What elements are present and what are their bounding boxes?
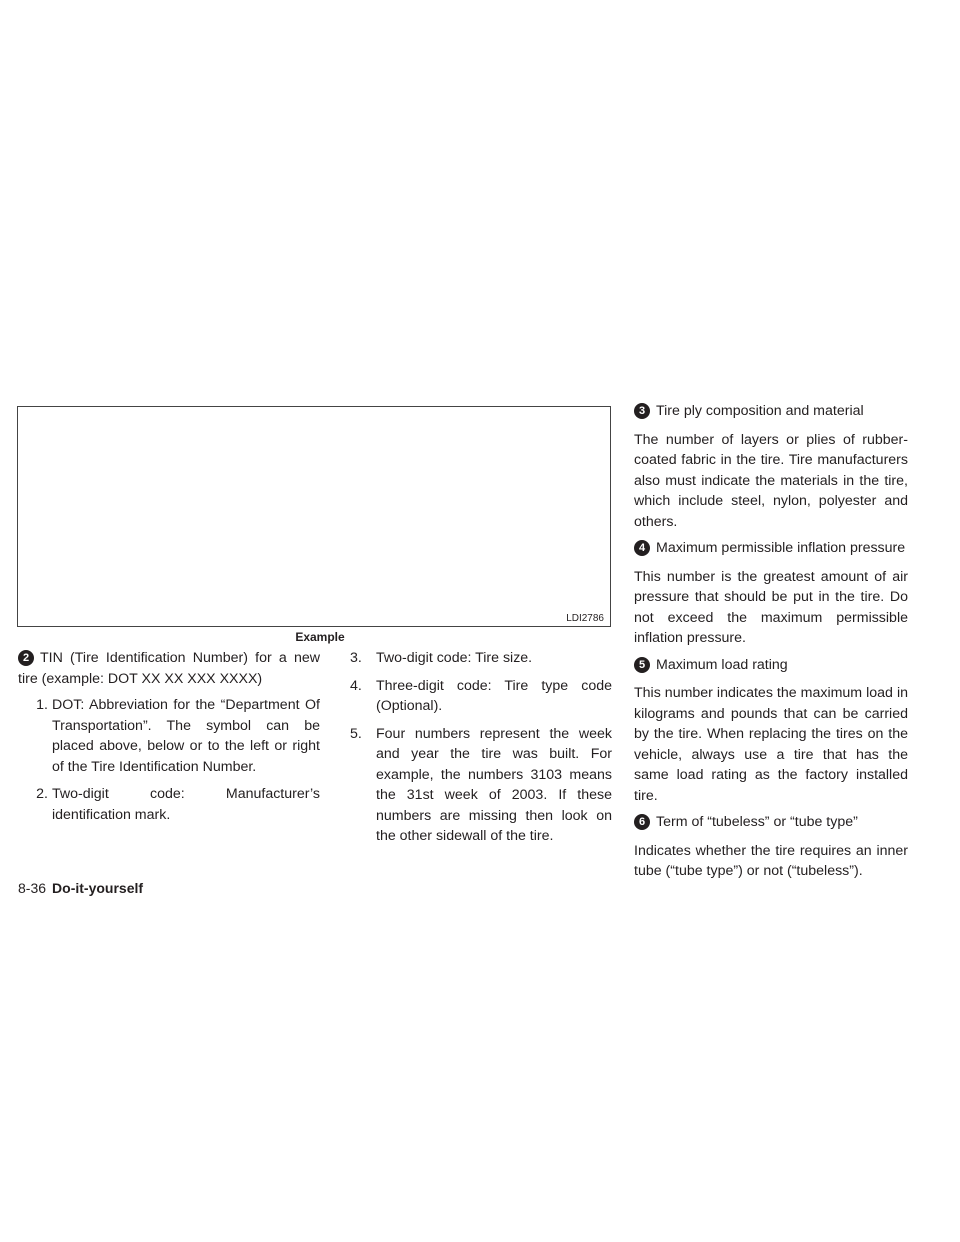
heading-text: Tire ply composition and material (656, 403, 864, 419)
section-heading-load (634, 655, 908, 676)
figure-code: LDI2786 (566, 613, 604, 624)
list-item (24, 784, 320, 825)
list-index: 1. (36, 697, 48, 713)
tin-list-left (24, 695, 320, 825)
list-text: DOT: Abbreviation for the “Department Of Transportation”. The symbol can be placed above, below or to the left or right of the Tire Identification Number. (52, 697, 320, 775)
heading-text: Maximum load rating (656, 656, 788, 673)
left-column (18, 648, 320, 832)
list-item (340, 648, 612, 669)
right-column (634, 401, 908, 888)
section-heading-ply (634, 401, 908, 422)
list-text: Three-digit code: Tire type code (Optional). (376, 677, 612, 714)
section-body-ply: The number of layers or plies of rubber-coated fabric in the tire. Tire manufacturers also must indicate the materials in the tire, which include steel, nylon, polyester and others. (634, 431, 908, 530)
section-body-tubeless: Indicates whether the tire requires an inner tube (“tube type”) or not (“tubeless”). (634, 842, 908, 879)
page-number: 8-36 (18, 880, 47, 896)
list-index: 4. (350, 677, 362, 694)
section-name: Do-it-yourself (52, 880, 144, 896)
list-item (340, 724, 612, 847)
section-heading-pressure (634, 538, 908, 559)
list-text: Four numbers represent the week and year the tire was built. For example, the numbers 3103 means the 31st week of 2003. If these numbers are missing then look on the other sidewall of the tire. (376, 725, 612, 844)
marker-5-icon: 5 (634, 657, 650, 673)
heading-text: Term of “tubeless” or “tube type” (656, 814, 858, 830)
list-text: Two-digit code: Tire size. (376, 650, 533, 666)
marker-2-icon: 2 (18, 650, 34, 666)
tin-intro-text: TIN (Tire Identification Number) for a new tire (example: DOT XX XX XXX XXXX) (18, 650, 320, 687)
list-item (24, 695, 320, 777)
middle-column (340, 648, 612, 854)
marker-6-icon: 6 (634, 814, 650, 830)
list-text: Two-digit code: Manufacturer’s identification mark. (52, 786, 320, 823)
marker-3-icon: 3 (634, 403, 650, 419)
section-body-load: This number indicates the maximum load in kilograms and pounds that can be carried by the tire. When replacing the tires on the vehicle, always use a tire that has the same load rating as the factory installed tire. (634, 685, 908, 804)
list-index: 3. (350, 650, 362, 666)
page-footer (18, 880, 143, 896)
section-heading-tubeless (634, 812, 908, 833)
example-figure (17, 406, 611, 627)
marker-4-icon: 4 (634, 540, 650, 556)
list-index: 5. (350, 725, 362, 742)
heading-text: Maximum permissible inflation pressure (656, 540, 906, 556)
figure-caption: Example (295, 630, 345, 644)
list-item (340, 676, 612, 717)
tin-list-middle (340, 648, 612, 847)
list-index: 2. (36, 786, 48, 802)
tin-intro (18, 648, 320, 689)
section-body-pressure: This number is the greatest amount of air pressure that should be put in the tire. Do not exceed the maximum permissible inflation pressure. (634, 568, 908, 646)
